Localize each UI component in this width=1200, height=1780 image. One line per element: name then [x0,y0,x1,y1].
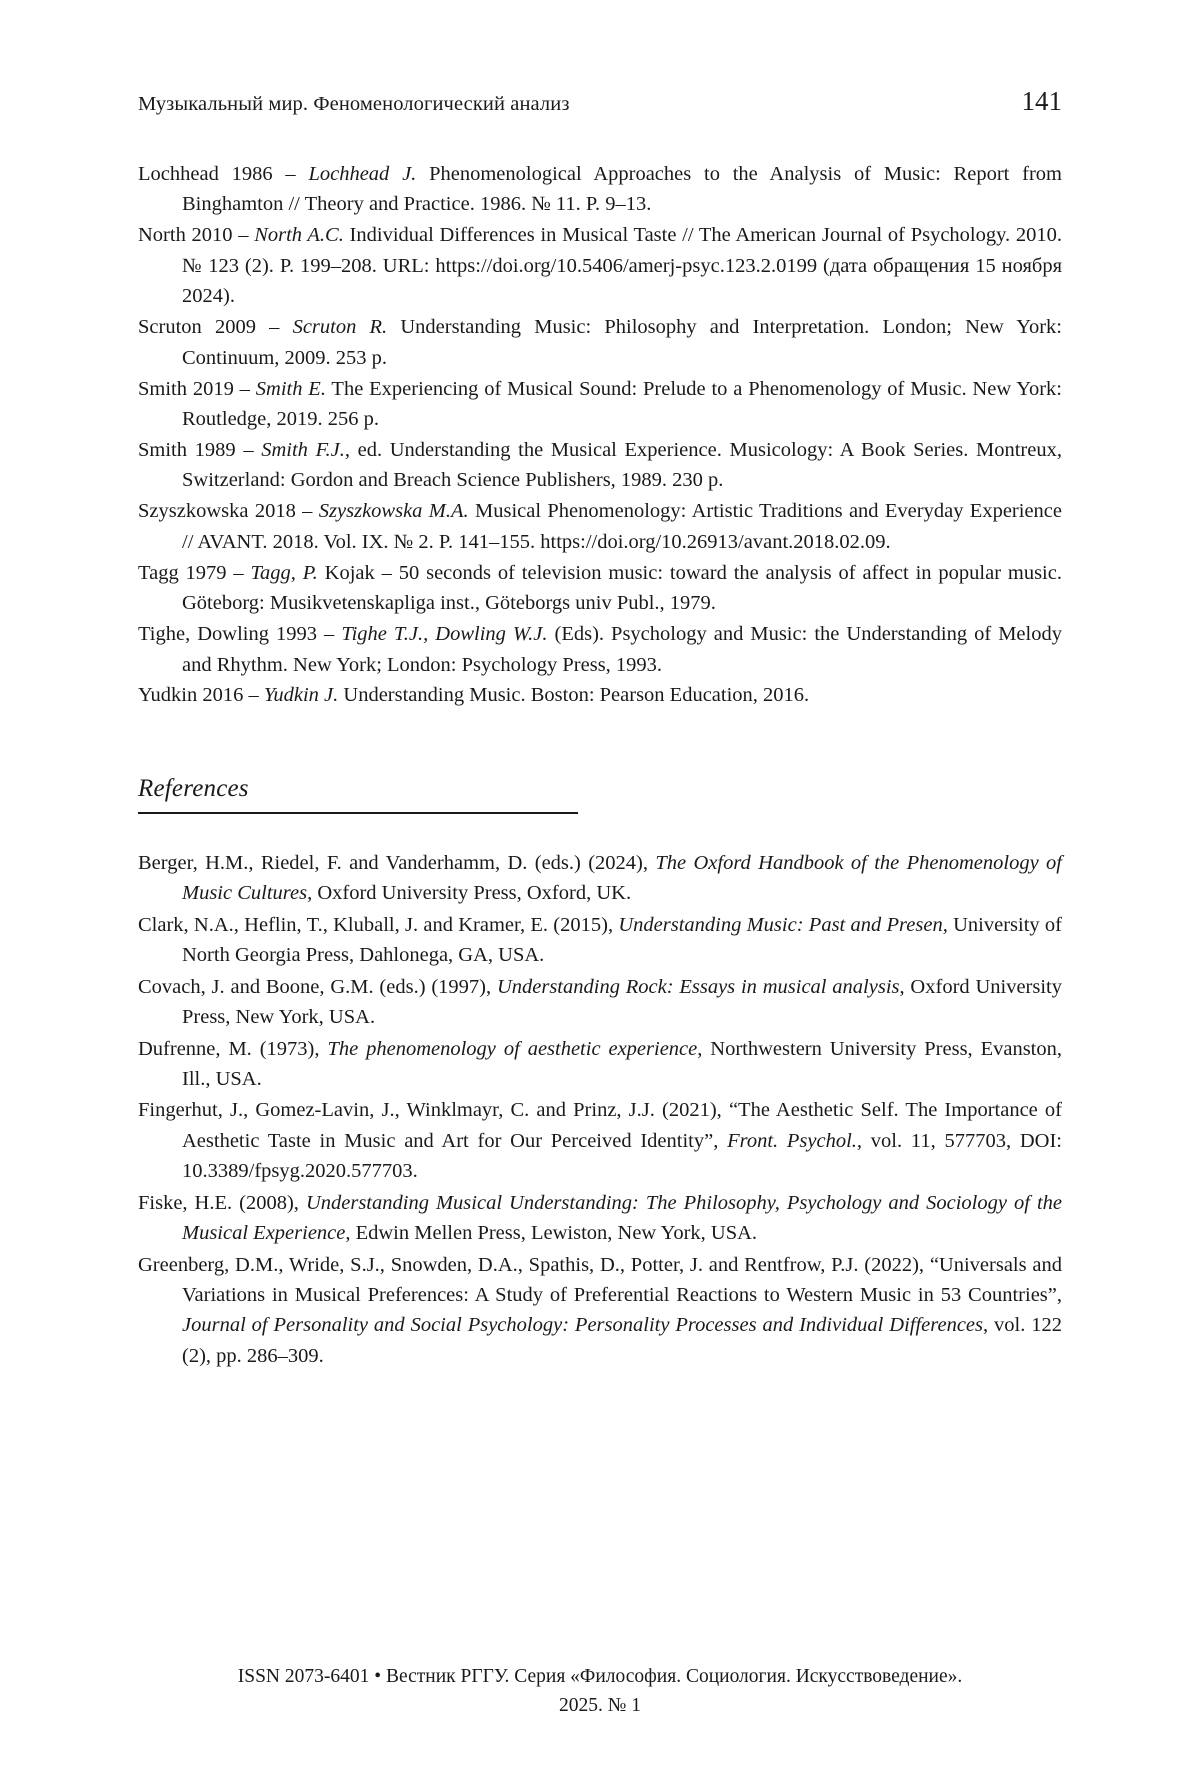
bibliography-entry [138,496,1062,557]
bibliography-entry [138,220,1062,311]
references-heading-block [138,775,1062,814]
running-head [138,86,1062,117]
bibliography-list [138,159,1062,711]
reference-text: Szyszkowska 2018 – [138,500,319,523]
references-heading-rule [138,812,578,814]
page-number: 141 [1021,86,1062,116]
reference-text: Fingerhut, J., Gomez-Lavin, J., Winklmayr, C. and Prinz, J.J. (2021), “The Aesthetic Self. The Importance of Aesthetic Taste in Music and Art for Our Perceived Identity”, [138,1099,1062,1152]
reference-text: Greenberg, D.M., Wride, S.J., Snowden, D.A., Spathis, D., Potter, J. and Rentfrow, P.J. (2022), “Universals and Variations in Musical Preferences: A Study of Preferential Reactions to Western Music in 53 Countries”, [138,1253,1062,1306]
reference-text: (Eds). Psychology and Music: the Understanding of Melody and Rhythm. New York; London: Psychology Press, 1993. [182,623,1062,676]
reference-text: Clark, N.A., Heflin, T., Kluball, J. and Kramer, E. (2015), [138,913,619,936]
reference-author-title-italic: Szyszkowska M.A. [318,500,469,523]
reference-text: Yudkin 2016 – [138,684,264,707]
reference-text: University of North Georgia Press, Dahlonega, GA, USA. [182,913,1062,967]
reference-text: North 2010 – [138,224,255,247]
reference-text: Scruton 2009 – [138,316,293,339]
reference-text: , Oxford University Press, New York, USA. [182,975,1062,1029]
reference-author-title-italic: Smith F.J. [261,438,345,461]
reference-text: Tighe, Dowling 1993 – [138,623,342,646]
bibliography-entry [138,159,1062,220]
reference-author-title-italic: Understanding Musical Understanding: The Philosophy, Psychology and Sociology of the Musical Experience [182,1191,1062,1245]
bibliography-entry [138,312,1062,373]
reference-text: Smith 1989 – [138,438,262,461]
reference-author-title-italic: The Oxford Handbook of the Phenomenology of Music Cultures [182,851,1062,905]
reference-author-title-italic: North A.C. [254,224,344,247]
reference-entry [138,1095,1062,1186]
reference-text: , Edwin Mellen Press, Lewiston, New York, USA. [345,1222,758,1245]
reference-author-title-italic: Lochhead J. [308,163,417,185]
footer-issue-line: 2025. № 1 [559,1694,641,1716]
reference-text: Understanding Music. Boston: Pearson Education, 2016. [338,684,810,707]
bibliography-entry [138,680,1062,710]
references-heading: References [138,774,249,802]
reference-text: , Northwestern University Press, Evanston, Ill., USA. [182,1037,1063,1090]
reference-author-title-italic: Understanding Rock: Essays in musical analysis [496,975,900,998]
reference-text: Fiske, H.E. (2008), [138,1191,306,1214]
reference-author-title-italic: The phenomenology of aesthetic experience [327,1037,698,1060]
reference-author-title-italic: Yudkin J. [263,684,339,707]
bibliography-entry [138,619,1062,680]
reference-text: Dufrenne, M. (1973), [138,1037,328,1060]
reference-entry [138,910,1062,971]
reference-author-title-italic: Scruton R. [292,316,388,339]
reference-text: Kojak – 50 seconds of television music: toward the analysis of affect in popular music. Göteborg: Musikvetenskapliga inst., Göteborgs univ Publ., 1979. [182,561,1062,615]
reference-author-title-italic: Smith E. [255,377,326,400]
reference-author-title-italic: Front. Psychol., [727,1129,863,1152]
reference-text: vol. 11, 577703, DOI: 10.3389/fpsyg.2020.577703. [182,1129,1062,1183]
reference-text: Musical Phenomenology: Artistic Traditions and Everyday Experience // AVANT. 2018. Vol. IX. № 2. P. 141–155. https://doi.org/10.26913/avant.2018.02.09. [182,500,1062,553]
reference-author-title-italic: Journal of Personality and Social Psychology: Personality Processes and Individual Differences [182,1314,983,1337]
reference-entry [138,1250,1062,1372]
reference-text: The Experiencing of Musical Sound: Prelude to a Phenomenology of Music. New York: Routledge, 2019. 256 p. [182,377,1062,430]
footer-issn-line: ISSN 2073-6401 • Вестник РГГУ. Серия «Философия. Социология. Искусствоведение». [237,1665,963,1687]
reference-text: , Oxford University Press, Oxford, UK. [307,882,632,905]
bibliography-entry [138,374,1062,435]
reference-entry [138,848,1062,909]
running-head-title: Музыкальный мир. Феноменологический анализ [138,93,570,115]
reference-author-title-italic: Tighe T.J., Dowling W.J. [341,623,548,646]
reference-author-title-italic: Understanding Music: Past and Presen, [618,913,948,936]
bibliography-entry [138,435,1062,496]
reference-text: Tagg 1979 – [138,561,251,584]
reference-entry [138,1188,1062,1249]
reference-text: , ed. Understanding the Musical Experience. Musicology: A Book Series. Montreux, Switzerland: Gordon and Breach Science Publishers, 1989. 230 p. [182,438,1062,492]
reference-text: Understanding Music: Philosophy and Interpretation. London; New York: Continuum, 2009. 253 p. [182,316,1062,369]
reference-text: Phenomenological Approaches to the Analysis of Music: Report from Binghamton // Theory and Practice. 1986. № 11. P. 9–13. [182,163,1062,216]
reference-entry [138,972,1062,1033]
reference-text: , vol. 122 (2), pp. 286–309. [182,1314,1062,1367]
reference-entry [138,1034,1062,1095]
bibliography-entry [138,558,1062,619]
reference-text: Lochhead 1986 – [138,163,309,185]
reference-author-title-italic: Tagg, P. [250,561,318,584]
page-footer [0,1662,1200,1721]
references-list [138,848,1062,1371]
reference-text: Smith 2019 – [138,377,256,400]
reference-text: Covach, J. and Boone, G.M. (eds.) (1997), [138,975,497,998]
reference-text: Berger, H.M., Riedel, F. and Vanderhamm, D. (eds.) (2024), [138,851,656,874]
reference-text: Individual Differences in Musical Taste // The American Journal of Psychology. 2010. № 123 (2). P. 199–208. URL: https://doi.org/10.5406/amerj-psyc.123.2.0199 (дата обращения 15 ноября 2024). [182,224,1063,308]
